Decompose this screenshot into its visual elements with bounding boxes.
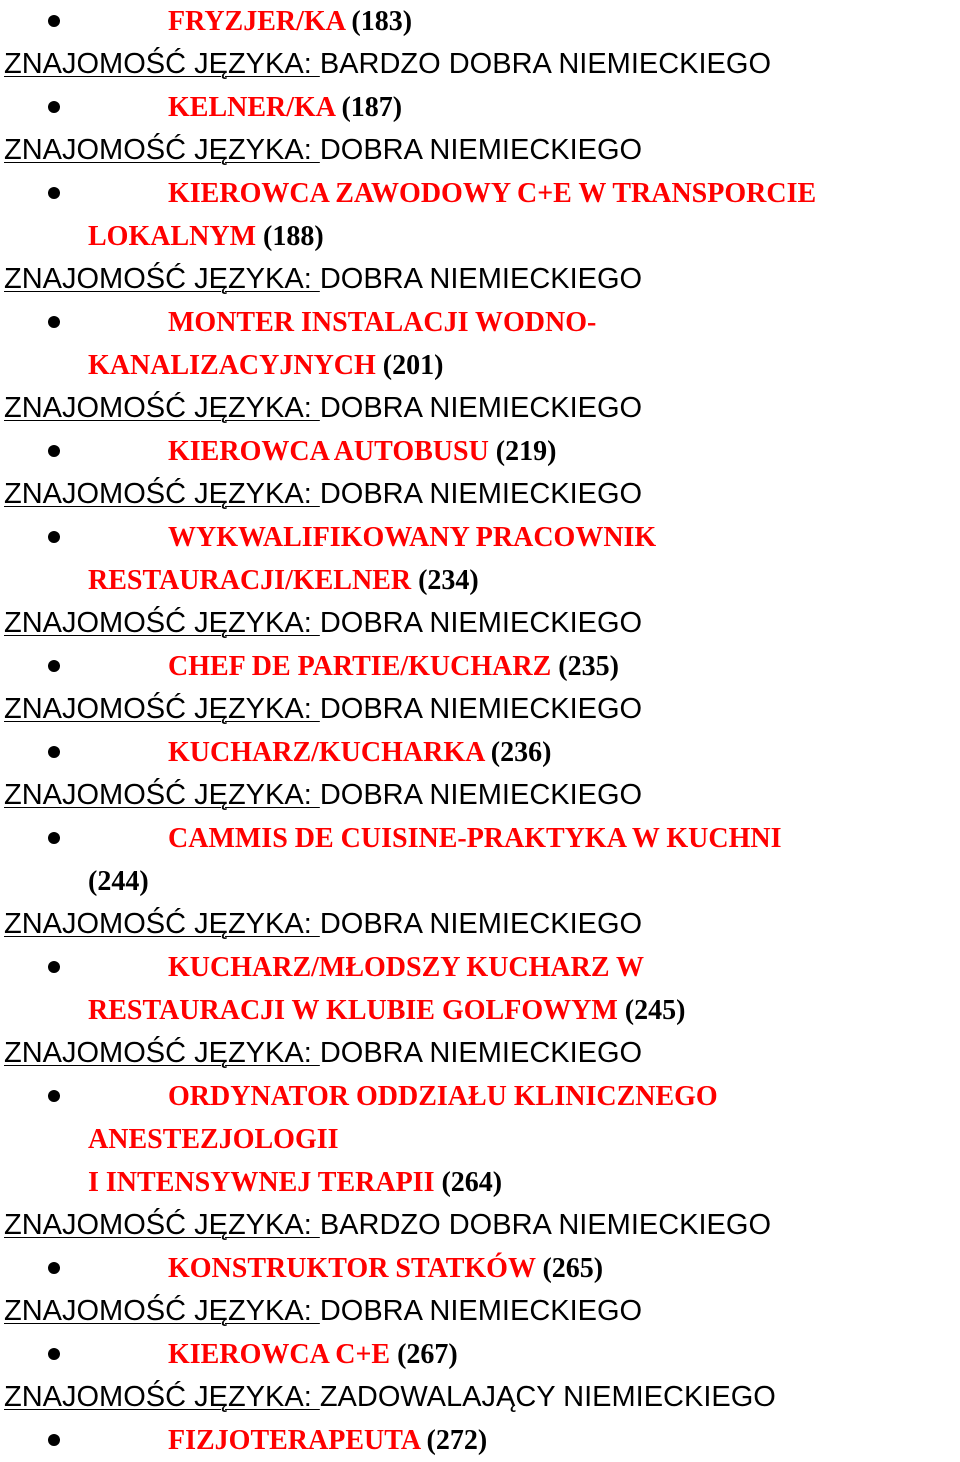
job-title-text: KANALIZACYJNYCH: [88, 350, 376, 381]
job-title-line: [88, 1419, 960, 1462]
job-title-text: LOKALNYM: [88, 221, 256, 252]
language-requirement: [0, 387, 960, 430]
language-label: ZNAJOMOŚĆ JĘZYKA:: [4, 607, 320, 639]
job-title-text: ANESTEZJOLOGII: [88, 1124, 339, 1155]
language-requirement: [0, 602, 960, 645]
job-title: [0, 645, 960, 688]
job-title-line: [88, 516, 960, 559]
language-level: BARDZO DOBRA NIEMIECKIEGO: [319, 48, 772, 80]
offer-number: (234): [418, 565, 479, 596]
offer-number: (188): [263, 221, 324, 252]
bullet-icon: [48, 445, 60, 457]
bullet-icon: [48, 1262, 60, 1274]
offer-number: (201): [382, 350, 444, 381]
job-title-text: RESTAURACJI W KLUBIE GOLFOWYM: [88, 995, 618, 1026]
job-offer-entry: [0, 430, 960, 516]
job-offer-entry: [0, 301, 960, 430]
language-level: DOBRA NIEMIECKIEGO: [319, 392, 643, 424]
job-title: [0, 1333, 960, 1376]
language-label: ZNAJOMOŚĆ JĘZYKA:: [4, 478, 320, 510]
offer-number: (236): [490, 737, 552, 768]
job-title: [0, 1075, 960, 1204]
job-title-line: [88, 1118, 960, 1161]
bullet-icon: [48, 1348, 60, 1360]
bullet-icon: [48, 746, 60, 758]
job-offer-entry: [0, 1333, 960, 1419]
job-title-text: RESTAURACJI/KELNER: [88, 565, 412, 596]
language-level: DOBRA NIEMIECKIEGO: [319, 478, 643, 510]
language-requirement: [0, 473, 960, 516]
job-title-line: [88, 215, 960, 258]
job-title-text: FIZJOTERAPEUTA: [168, 1425, 420, 1456]
job-title-text: KUCHARZ/KUCHARKA: [168, 737, 484, 768]
bullet-icon: [48, 15, 60, 27]
offer-number: (264): [441, 1167, 503, 1198]
job-title-line: [88, 731, 960, 774]
offer-number: (272): [426, 1425, 488, 1456]
job-title-text: MONTER INSTALACJI WODNO-: [168, 307, 597, 338]
job-title-line: [88, 989, 960, 1032]
language-label: ZNAJOMOŚĆ JĘZYKA:: [4, 1209, 320, 1241]
bullet-icon: [48, 316, 60, 328]
job-title: [0, 1247, 960, 1290]
job-title-text: KUCHARZ/MŁODSZY KUCHARZ W: [168, 952, 645, 983]
job-offer-entry: [0, 1247, 960, 1333]
language-level: DOBRA NIEMIECKIEGO: [319, 908, 643, 940]
job-offer-entry: [0, 172, 960, 301]
language-requirement: [0, 1032, 960, 1075]
bullet-icon: [48, 101, 60, 113]
job-title-line: [88, 0, 960, 43]
job-title-line: [88, 172, 960, 215]
offer-number: (219): [495, 436, 557, 467]
language-label: ZNAJOMOŚĆ JĘZYKA:: [4, 392, 320, 424]
job-title: [0, 817, 960, 903]
job-title-text: KIEROWCA C+E: [168, 1339, 391, 1370]
job-offer-entry: [0, 1419, 960, 1462]
language-label: ZNAJOMOŚĆ JĘZYKA:: [4, 1295, 320, 1327]
job-offer-entry: [0, 946, 960, 1075]
job-title: [0, 1419, 960, 1462]
job-title-text: CHEF DE PARTIE/KUCHARZ: [168, 651, 552, 682]
job-title-line: [88, 301, 960, 344]
job-title-line: [88, 860, 960, 903]
offer-number: (265): [542, 1253, 604, 1284]
bullet-icon: [48, 187, 60, 199]
offer-number: (187): [341, 92, 403, 123]
language-requirement: [0, 903, 960, 946]
job-title: [0, 946, 960, 1032]
job-title: [0, 516, 960, 602]
job-title-line: [88, 817, 960, 860]
job-title-line: [88, 645, 960, 688]
language-level: ZADOWALAJĄCY NIEMIECKIEGO: [319, 1381, 776, 1413]
language-requirement: [0, 1376, 960, 1419]
job-offer-entry: [0, 731, 960, 817]
language-level: DOBRA NIEMIECKIEGO: [319, 607, 643, 639]
job-title-text: KIEROWCA ZAWODOWY C+E W TRANSPORCIE: [168, 178, 817, 209]
language-level: DOBRA NIEMIECKIEGO: [319, 134, 643, 166]
bullet-icon: [48, 1090, 60, 1102]
language-level: DOBRA NIEMIECKIEGO: [319, 263, 643, 295]
job-title-line: [88, 1161, 960, 1204]
job-title: [0, 301, 960, 387]
offer-number: (183): [351, 6, 413, 37]
bullet-icon: [48, 1434, 60, 1446]
language-requirement: [0, 774, 960, 817]
language-label: ZNAJOMOŚĆ JĘZYKA:: [4, 693, 320, 725]
language-requirement: [0, 1204, 960, 1247]
language-level: DOBRA NIEMIECKIEGO: [319, 1037, 643, 1069]
job-title-line: [88, 1333, 960, 1376]
job-title-text: CAMMIS DE CUISINE-PRAKTYKA W KUCHNI: [168, 823, 782, 854]
job-title-text: KELNER/KA: [168, 92, 335, 123]
job-title-line: [88, 86, 960, 129]
language-label: ZNAJOMOŚĆ JĘZYKA:: [4, 1037, 320, 1069]
language-label: ZNAJOMOŚĆ JĘZYKA:: [4, 1381, 320, 1413]
job-offer-entry: [0, 516, 960, 645]
job-title-line: [88, 1247, 960, 1290]
language-level: DOBRA NIEMIECKIEGO: [319, 693, 643, 725]
language-requirement: [0, 1290, 960, 1333]
job-title-line: [88, 430, 960, 473]
bullet-icon: [48, 832, 60, 844]
language-requirement: [0, 43, 960, 86]
job-title-text: FRYZJER/KA: [168, 6, 345, 37]
language-level: BARDZO DOBRA NIEMIECKIEGO: [319, 1209, 772, 1241]
offer-number: (235): [558, 651, 619, 682]
language-label: ZNAJOMOŚĆ JĘZYKA:: [4, 134, 320, 166]
job-title: [0, 86, 960, 129]
offer-number: (245): [624, 995, 686, 1026]
job-offer-entry: [0, 86, 960, 172]
job-offer-entry: [0, 1075, 960, 1247]
offer-number: (267): [397, 1339, 458, 1370]
language-label: ZNAJOMOŚĆ JĘZYKA:: [4, 48, 320, 80]
language-label: ZNAJOMOŚĆ JĘZYKA:: [4, 779, 320, 811]
job-title: [0, 0, 960, 43]
job-title-text: KONSTRUKTOR STATKÓW: [168, 1253, 536, 1284]
language-label: ZNAJOMOŚĆ JĘZYKA:: [4, 908, 320, 940]
language-label: ZNAJOMOŚĆ JĘZYKA:: [4, 263, 320, 295]
job-title-line: [88, 559, 960, 602]
bullet-icon: [48, 961, 60, 973]
bullet-icon: [48, 531, 60, 543]
bullet-icon: [48, 660, 60, 672]
job-title: [0, 731, 960, 774]
job-title-text: KIEROWCA AUTOBUSU: [168, 436, 489, 467]
job-title-text: ORDYNATOR ODDZIAŁU KLINICZNEGO: [168, 1081, 718, 1112]
offer-number: (244): [88, 866, 149, 897]
job-offer-entry: [0, 817, 960, 946]
language-requirement: [0, 688, 960, 731]
job-title-line: [88, 344, 960, 387]
job-title-line: [88, 1075, 960, 1118]
job-title-text: WYKWALIFIKOWANY PRACOWNIK: [168, 522, 657, 553]
job-offer-entry: [0, 0, 960, 86]
job-title: [0, 172, 960, 258]
job-offer-entry: [0, 645, 960, 731]
language-level: DOBRA NIEMIECKIEGO: [319, 1295, 643, 1327]
job-title-text: I INTENSYWNEJ TERAPII: [88, 1167, 435, 1198]
language-requirement: [0, 129, 960, 172]
job-title-line: [88, 946, 960, 989]
language-requirement: [0, 258, 960, 301]
job-title: [0, 430, 960, 473]
language-level: DOBRA NIEMIECKIEGO: [319, 779, 643, 811]
